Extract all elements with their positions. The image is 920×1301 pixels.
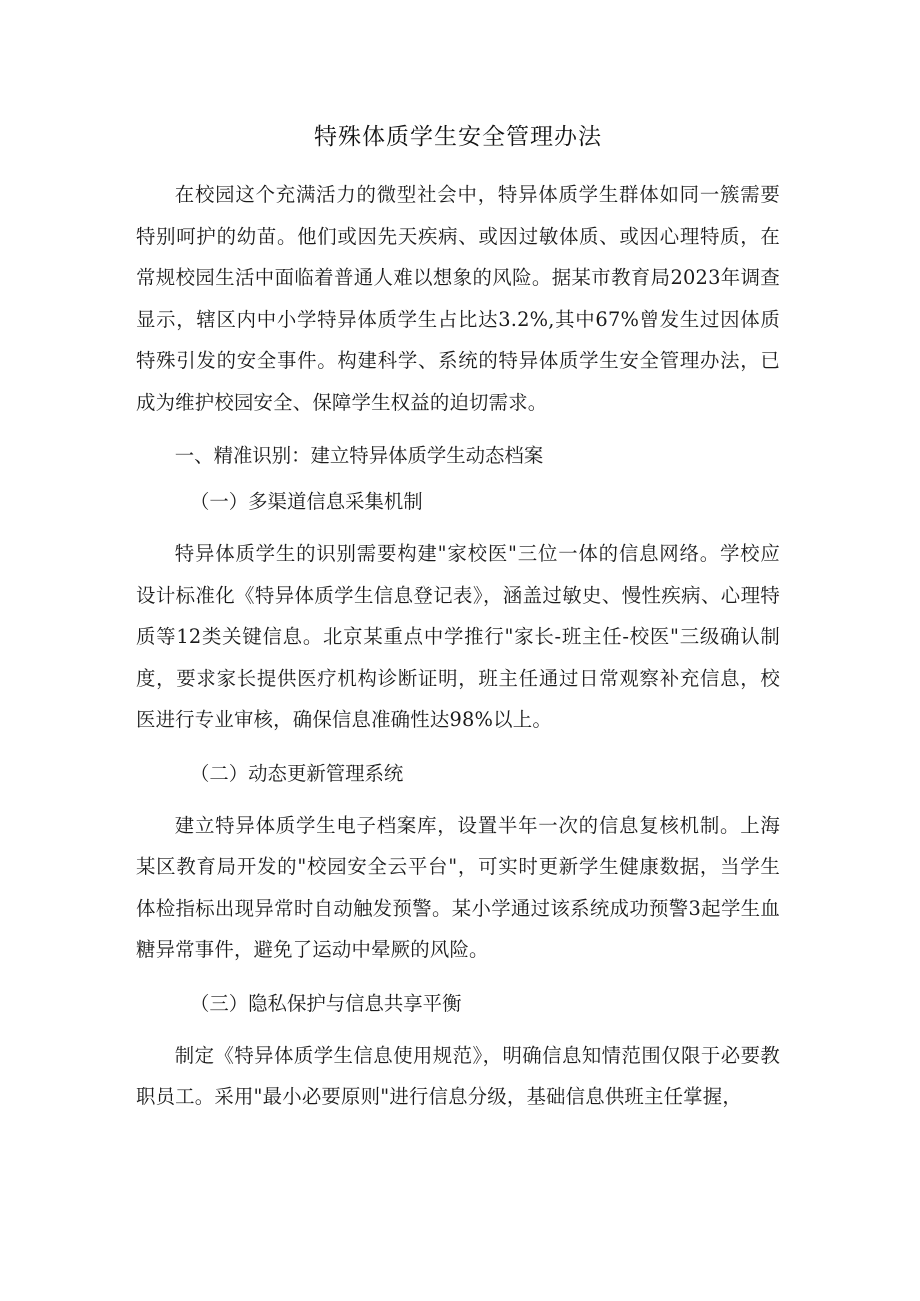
subsection-1-paragraph: 特异体质学生的识别需要构建"家校医"三位一体的信息网络。学校应设计标准化《特异体质学生信息登记表》，涵盖过敏史、慢性疾病、心理特质等12类关键信息。北京某重点中学推行"家长-班主任-校医"三级确认制度，要求家长提供医疗机构诊断证明，班主任通过日常观察补充信息，校医进行专业审核，确保信息准确性达98%以上。 (136, 542, 780, 731)
section-1-heading: 一、精准识别：建立特异体质学生动态档案 (174, 444, 544, 467)
subsection-1-heading: （一）多渠道信息采集机制 (190, 490, 423, 513)
subsection-3-heading: （三）隐私保护与信息共享平衡 (190, 991, 462, 1015)
subsection-2-paragraph: 建立特异体质学生电子档案库，设置半年一次的信息复核机制。上海某区教育局开发的"校园安全云平台"，可实时更新学生健康数据，当学生体检指标出现异常时自动触发预警。某小学通过该系统成功预警3起学生血糖异常事件，避免了运动中晕厥的风险。 (136, 813, 780, 961)
intro-paragraph: 在校园这个充满活力的微型社会中，特异体质学生群体如同一簇需要特别呵护的幼苗。他们或因先天疾病、或因过敏体质、或因心理特质，在常规校园生活中面临着普通人难以想象的风险。据某市教育局2023年调查显示，辖区内中小学特异体质学生占比达3.2%,其中67%曾发生过因体质特殊引发的安全事件。构建科学、系统的特异体质学生安全管理办法，已成为维护校园安全、保障学生权益的迫切需求。 (136, 183, 780, 414)
document-title: 特殊体质学生安全管理办法 (314, 124, 602, 150)
subsection-2-heading: （二）动态更新管理系统 (190, 761, 404, 785)
subsection-3-paragraph: 制定《特异体质学生信息使用规范》，明确信息知情范围仅限于必要教职员工。采用"最小必要原则"进行信息分级，基础信息供班主任掌握， (136, 1043, 780, 1108)
